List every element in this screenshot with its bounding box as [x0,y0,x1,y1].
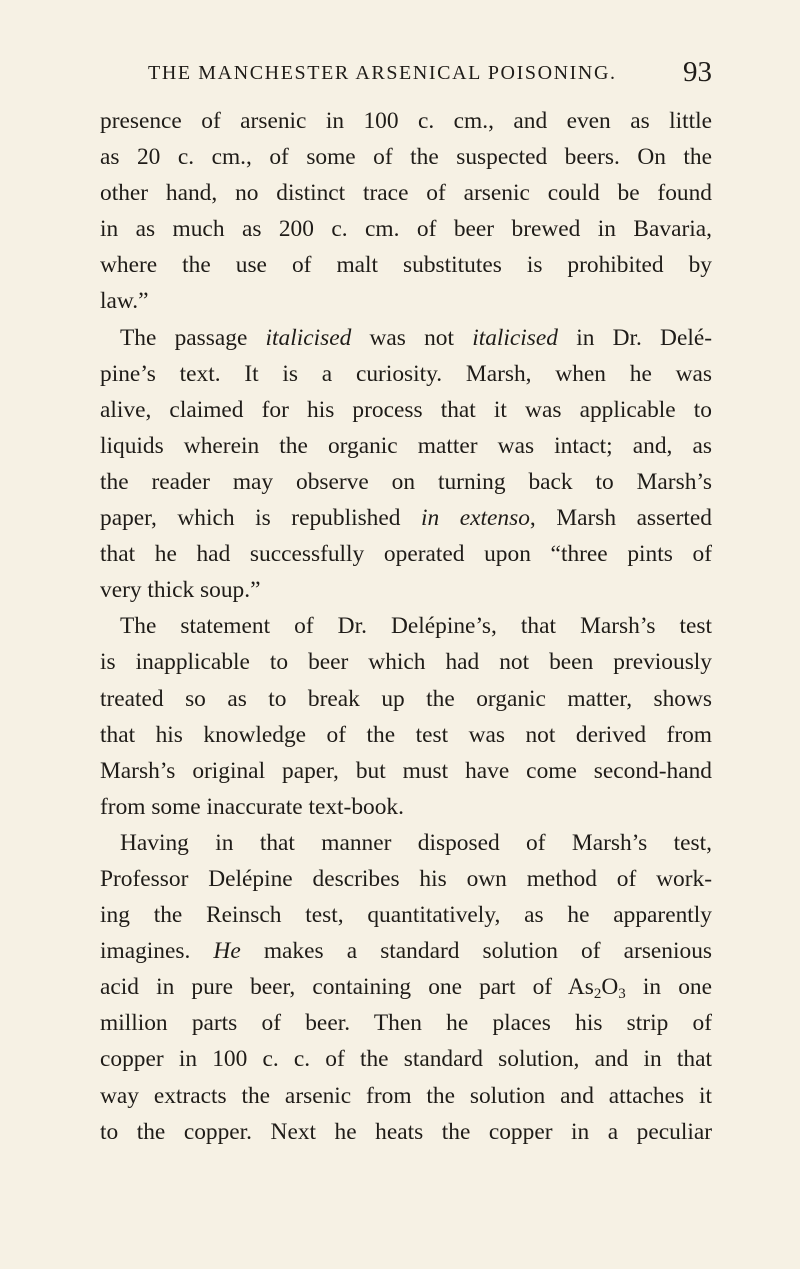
text-line: in as much as 200 c. cm. of beer brewed in Bavaria, [100,216,712,243]
text-segment: imagines. [100,938,214,965]
text-segment: paper, which is republished [100,505,422,532]
text-line: other hand, no distinct trace of arsenic could be found [100,180,712,207]
text-segment: , Marsh asserted [529,505,712,532]
body-text [100,103,712,1150]
text-segment: O [601,974,619,1001]
text-line: copper in 100 c. c. of the standard solution, and in that [100,1046,712,1073]
text-line: law.” [100,288,149,315]
text-segment: was not [351,324,473,351]
running-title: THE MANCHESTER ARSENICAL POISONING. [148,62,617,84]
text-line: Professor Delépine describes his own method of work- [100,865,712,892]
text-line [100,500,712,536]
paragraph-start-line: Having in that manner disposed of Marsh’s test, [120,829,712,856]
text-segment: in Dr. Delé- [557,324,712,351]
paragraph-start-line: The statement of Dr. Delépine’s, that Marsh’s test [120,613,712,640]
text-line: that he had successfully operated upon “three pints of [100,541,712,568]
text-line: treated so as to break up the organic matter, shows [100,685,712,712]
text-line: where the use of malt substitutes is prohibited by [100,252,712,279]
text-line: to the copper. Next he heats the copper in a peculiar [100,1118,712,1145]
text-line: that his knowledge of the test was not derived from [100,721,712,748]
text-line: is inapplicable to beer which had not been previously [100,649,712,676]
text-line: liquids wherein the organic matter was intact; and, as [100,432,712,459]
italic-text: italicised [265,324,352,351]
text-segment: acid in pure beer, containing one part of As [100,974,594,1001]
text-segment: The passage [120,324,266,351]
text-line: presence of arsenic in 100 c. cm., and even as little [100,108,712,134]
italic-text: He [213,938,241,965]
text-line: from some inaccurate text-book. [100,793,404,820]
subscript: 2 [593,986,602,1003]
text-line [100,933,712,969]
text-line: way extracts the arsenic from the solution and attaches it [100,1082,712,1109]
text-line: Marsh’s original paper, but must have come second-hand [100,757,712,784]
text-line-with-formula [100,969,712,1005]
text-line: ing the Reinsch test, quantitatively, as he apparently [100,902,712,929]
subscript: 3 [618,986,626,1003]
italic-text: italicised [472,324,558,351]
text-line: very thick soup.” [100,577,261,604]
text-line: alive, claimed for his process that it was applicable to [100,396,712,423]
text-line: as 20 c. cm., of some of the suspected beers. On the [100,144,712,171]
running-header [100,56,720,102]
text-segment: in one [625,974,712,1001]
page-number: 93 [683,56,712,88]
text-line: million parts of beer. Then he places his strip of [100,1010,712,1037]
text-line: pine’s text. It is a curiosity. Marsh, when he was [100,360,712,387]
italic-text: in extenso [421,505,530,532]
text-segment: makes a standard solution of arsenious [240,938,712,965]
text-line: the reader may observe on turning back to Marsh’s [100,468,712,495]
paragraph-start-line [100,320,712,356]
